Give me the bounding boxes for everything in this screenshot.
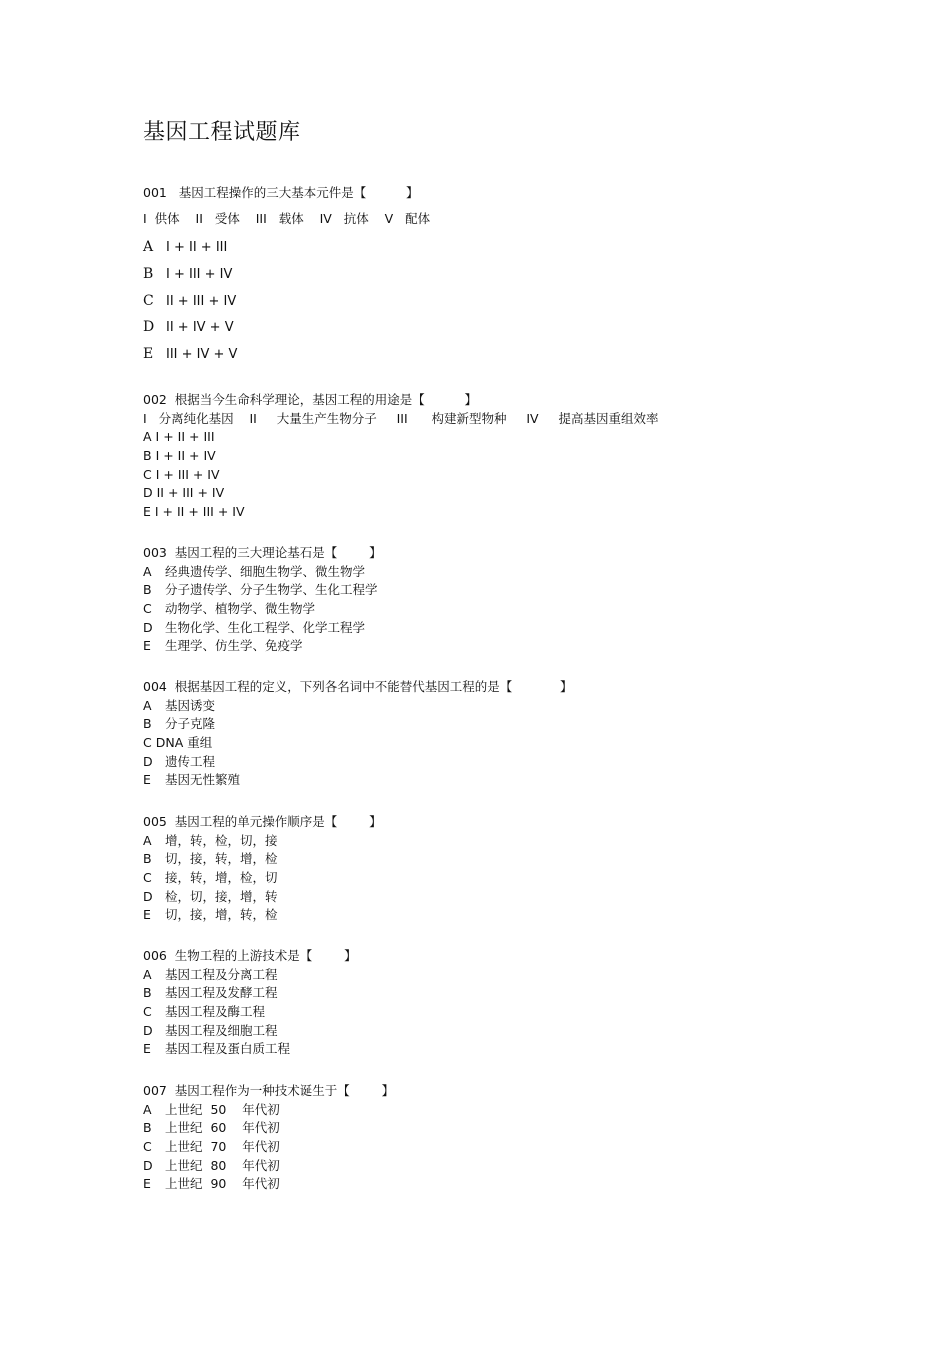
option-text: I + II + IV <box>155 448 216 464</box>
option-text: 基因工程及酶工程 <box>165 1004 266 1020</box>
option-letter: C <box>143 1004 152 1020</box>
option-d <box>143 1157 394 1176</box>
option-d <box>143 619 382 638</box>
option-text: 检，切，接，增，转 <box>165 888 278 904</box>
option-letter: B <box>143 716 152 732</box>
option-letter: D <box>143 485 153 501</box>
option-letter: B <box>143 1120 152 1136</box>
option-letter: A <box>143 697 152 713</box>
question-items: I 供体 II 受体 III 载体 IV 抗体 V 配体 <box>143 211 431 226</box>
option-e <box>143 771 573 790</box>
option-c <box>143 869 382 888</box>
option-a <box>143 563 382 582</box>
option-letter: A <box>143 832 152 848</box>
question-005 <box>143 813 382 925</box>
option-text: 上世纪 90 年代初 <box>165 1176 280 1192</box>
question-003 <box>143 544 382 656</box>
option-letter: D <box>143 753 153 769</box>
question-006 <box>143 947 357 1059</box>
option-e <box>143 637 382 656</box>
option-text: II + III + IV <box>166 293 237 309</box>
option-b <box>143 850 382 869</box>
option-letter: A <box>143 563 152 579</box>
question-stem: 001 基因工程操作的三大基本元件是【 】 <box>143 185 419 200</box>
option-letter: B <box>143 448 152 464</box>
option-letter: E <box>143 638 151 654</box>
option-text: DNA 重组 <box>155 735 213 751</box>
option-text: 切，接，转，增，检 <box>165 851 278 867</box>
option-letter: A <box>143 966 152 982</box>
option-a <box>143 1101 394 1120</box>
option-text: 基因无性繁殖 <box>165 772 241 788</box>
option-d <box>143 1022 357 1041</box>
option-text: 基因诱变 <box>165 697 216 713</box>
option-text: 上世纪 60 年代初 <box>165 1120 280 1136</box>
option-b <box>143 1119 394 1138</box>
option-d <box>143 888 382 907</box>
option-text: III + IV + V <box>166 347 238 363</box>
option-letter: B <box>143 582 152 598</box>
question-stem: 007 基因工程作为一种技术诞生于【 】 <box>143 1083 395 1098</box>
option-letter: B <box>143 265 154 282</box>
option-letter: D <box>143 319 155 336</box>
option-letter: B <box>143 851 152 867</box>
option-text: 动物学、植物学、微生物学 <box>165 601 316 617</box>
question-004 <box>143 678 573 790</box>
option-text: 经典遗传学、细胞生物学、微生物学 <box>165 563 366 579</box>
question-items: I 分离纯化基因 II 大量生产生物分子 III 构建新型物种 IV 提高基因重组效率 <box>143 410 659 426</box>
option-e <box>143 1175 394 1194</box>
option-b <box>143 984 357 1003</box>
option-c <box>143 734 573 753</box>
option-text: I + II + III <box>155 429 215 445</box>
option-letter: D <box>143 888 153 904</box>
option-letter: C <box>143 1139 152 1155</box>
option-letter: B <box>143 985 152 1001</box>
option-text: II + III + IV <box>156 485 225 501</box>
option-text: II + IV + V <box>166 320 234 336</box>
option-text: 分子克隆 <box>165 716 216 732</box>
option-letter: E <box>143 1041 151 1057</box>
option-text: I + II + III <box>166 240 228 255</box>
option-letter: D <box>143 1022 153 1038</box>
option-c <box>143 600 382 619</box>
option-b <box>143 261 430 288</box>
option-text: 生物化学、生化工程学、化学工程学 <box>165 619 366 635</box>
option-b <box>143 715 573 734</box>
option-letter: E <box>143 772 151 788</box>
option-text: 生理学、仿生学、免疫学 <box>165 638 303 654</box>
option-text: I + III + IV <box>166 266 233 282</box>
option-a <box>143 832 382 851</box>
option-c <box>143 1003 357 1022</box>
question-stem: 003 基因工程的三大理论基石是【 】 <box>143 545 382 560</box>
option-text: 基因工程及细胞工程 <box>165 1022 278 1038</box>
option-letter: E <box>143 907 151 923</box>
question-001 <box>143 182 430 368</box>
option-letter: E <box>143 346 154 363</box>
question-stem: 005 基因工程的单元操作顺序是【 】 <box>143 814 382 829</box>
option-e <box>143 906 382 925</box>
option-letter: C <box>143 292 154 309</box>
option-letter: D <box>143 619 153 635</box>
option-letter: D <box>143 1157 153 1173</box>
option-letter: A <box>143 429 152 445</box>
option-a <box>143 966 357 985</box>
question-007 <box>143 1082 394 1194</box>
option-text: 遗传工程 <box>165 753 216 769</box>
option-d <box>143 753 573 772</box>
option-d <box>143 484 658 503</box>
option-b <box>143 581 382 600</box>
option-a <box>143 428 658 447</box>
option-text: 上世纪 70 年代初 <box>165 1139 280 1155</box>
option-text: 基因工程及分离工程 <box>165 966 278 982</box>
option-c <box>143 288 430 315</box>
option-letter: C <box>143 466 152 482</box>
option-text: 基因工程及发酵工程 <box>165 985 278 1001</box>
option-a <box>143 234 430 261</box>
option-letter: C <box>143 601 152 617</box>
option-letter: A <box>143 1101 152 1117</box>
option-letter: C <box>143 870 152 886</box>
option-c <box>143 1138 394 1157</box>
option-text: 接，转，增，检，切 <box>165 870 278 886</box>
option-text: 上世纪 50 年代初 <box>165 1101 280 1117</box>
option-a <box>143 697 573 716</box>
option-letter: E <box>143 504 151 520</box>
option-e <box>143 503 658 522</box>
option-d <box>143 314 430 341</box>
option-e <box>143 1040 357 1059</box>
option-text: 切，接，增，转，检 <box>165 907 278 923</box>
question-stem: 002 根据当今生命科学理论，基因工程的用途是【 】 <box>143 392 478 407</box>
question-stem: 004 根据基因工程的定义，下列各名词中不能替代基因工程的是【 】 <box>143 679 573 694</box>
option-text: 分子遗传学、分子生物学、生化工程学 <box>165 582 378 598</box>
option-letter: E <box>143 1176 151 1192</box>
option-text: 上世纪 80 年代初 <box>165 1157 280 1173</box>
question-002 <box>143 391 658 522</box>
option-c <box>143 466 658 485</box>
option-text: I + III + IV <box>155 466 220 482</box>
option-text: 基因工程及蛋白质工程 <box>165 1041 291 1057</box>
option-text: 增，转，检，切，接 <box>165 832 278 848</box>
option-text: I + II + III + IV <box>154 504 245 520</box>
option-b <box>143 447 658 466</box>
option-e <box>143 341 430 368</box>
option-letter: C <box>143 735 152 751</box>
option-letter: A <box>143 239 154 255</box>
question-stem: 006 生物工程的上游技术是【 】 <box>143 948 357 963</box>
document-title: 基因工程试题库 <box>143 120 301 145</box>
